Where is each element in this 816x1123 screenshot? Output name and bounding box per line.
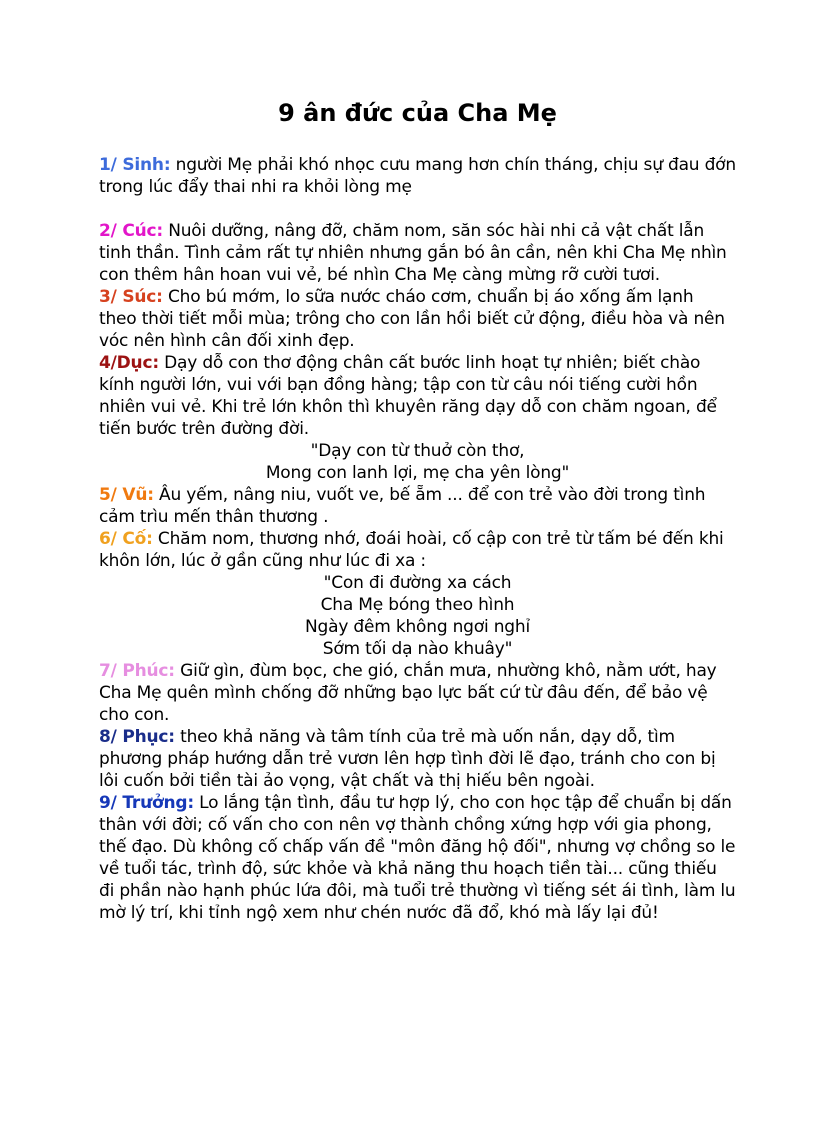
item-7-text: Giữ gìn, đùm bọc, che gió, chắn mưa, nhường khô, nằm ướt, hay Cha Mẹ quên mình chống đỡ những bạo lực bất cứ từ đâu đến, để bảo vệ cho con.	[99, 661, 717, 725]
item-9-label: 9/ Trưởng:	[99, 793, 194, 813]
verse-line: "Con đi đường xa cách	[323, 573, 512, 593]
verse-line: "Dạy con từ thuở còn thơ,	[310, 441, 525, 461]
item-8	[99, 726, 736, 792]
item-4-text: Dạy dỗ con thơ động chân cất bước linh hoạt tự nhiên; biết chào kính người lớn, vui với bạn đồng hàng; tập con từ câu nói tiếng cười hồn nhiên vui vẻ. Khi trẻ lớn khôn thì khuyên răng dạy dỗ con chăm ngoan, để tiến bước trên đường đời.	[99, 353, 717, 439]
item-3-label: 3/ Súc:	[99, 287, 163, 307]
item-6	[99, 528, 736, 572]
item-5	[99, 484, 736, 528]
item-8-label: 8/ Phục:	[99, 727, 175, 747]
item-9-text: Lo lắng tận tình, đầu tư hợp lý, cho con học tập để chuẩn bị dấn thân với đời; cố vấn cho con nên vợ thành chồng xứng hợp với gia phong, thế đạo. Dù không cố chấp vấn đề "môn đăng hộ đối", nhưng vợ chồng so le về tuổi tác, trình độ, sức khỏe và khả năng thu hoạch tiền tài... cũng thiếu đi phần nào hạnh phúc lứa đôi, mà tuổi trẻ thường vì tiếng sét ái tình, làm lu mờ lý trí, khi tỉnh ngộ xem như chén nước đã đổ, khó mà lấy lại đủ!	[99, 793, 736, 923]
item-6-text: Chăm nom, thương nhớ, đoái hoài, cố cập con trẻ từ tấm bé đến khi khôn lớn, lúc ở gần cũng như lúc đi xa :	[99, 529, 724, 571]
item-7	[99, 660, 736, 726]
item-5-text: Âu yếm, nâng niu, vuốt ve, bế ẵm ... để con trẻ vào đời trong tình cảm trìu mến thân thương .	[99, 485, 706, 527]
item-2-label: 2/ Cúc:	[99, 221, 164, 241]
item-8-text: theo khả năng và tâm tính của trẻ mà uốn nắn, dạy dỗ, tìm phương pháp hướng dẫn trẻ vươn lên hợp tình đời lẽ đạo, tránh cho con bị lôi cuốn bởi tiền tài ảo vọng, vật chất và thị hiếu bên ngoài.	[99, 727, 716, 791]
item-3-text: Cho bú mớm, lo sữa nước cháo cơm, chuẩn bị áo xống ấm lạnh theo thời tiết mỗi mùa; trông cho con lần hồi biết cử động, điều hòa và nên vóc nên hình cân đối xinh đẹp.	[99, 287, 725, 351]
item-9	[99, 792, 736, 924]
item-2-text: Nuôi dưỡng, nâng đỡ, chăm nom, săn sóc hài nhi cả vật chất lẫn tinh thần. Tình cảm rất tự nhiên nhưng gắn bó ân cần, nên khi Cha Mẹ nhìn con thêm hân hoan vui vẻ, bé nhìn Cha Mẹ càng mừng rỡ cười tươi.	[99, 221, 727, 285]
verse-line: Mong con lanh lợi, mẹ cha yên lòng"	[265, 463, 570, 483]
item-4-verse	[99, 440, 736, 484]
verse-line: Ngày đêm không ngơi nghỉ	[305, 617, 530, 637]
item-3	[99, 286, 736, 352]
item-7-label: 7/ Phúc:	[99, 661, 175, 681]
verse-line: Cha Mẹ bóng theo hình	[320, 595, 515, 615]
item-1-label: 1/ Sinh:	[99, 155, 171, 175]
document-title: 9 ân đức của Cha Mẹ	[278, 99, 557, 127]
item-4-label: 4/Dục:	[99, 353, 159, 373]
item-4	[99, 352, 736, 440]
item-2	[99, 220, 736, 286]
item-5-label: 5/ Vũ:	[99, 485, 154, 505]
item-1	[99, 154, 736, 198]
item-6-label: 6/ Cố:	[99, 529, 153, 549]
item-1-text: người Mẹ phải khó nhọc cưu mang hơn chín tháng, chịu sự đau đớn trong lúc đẩy thai nhi ra khỏi lòng mẹ	[99, 155, 736, 197]
item-6-verse	[99, 572, 736, 660]
verse-line: Sớm tối dạ nào khuây"	[322, 639, 513, 659]
